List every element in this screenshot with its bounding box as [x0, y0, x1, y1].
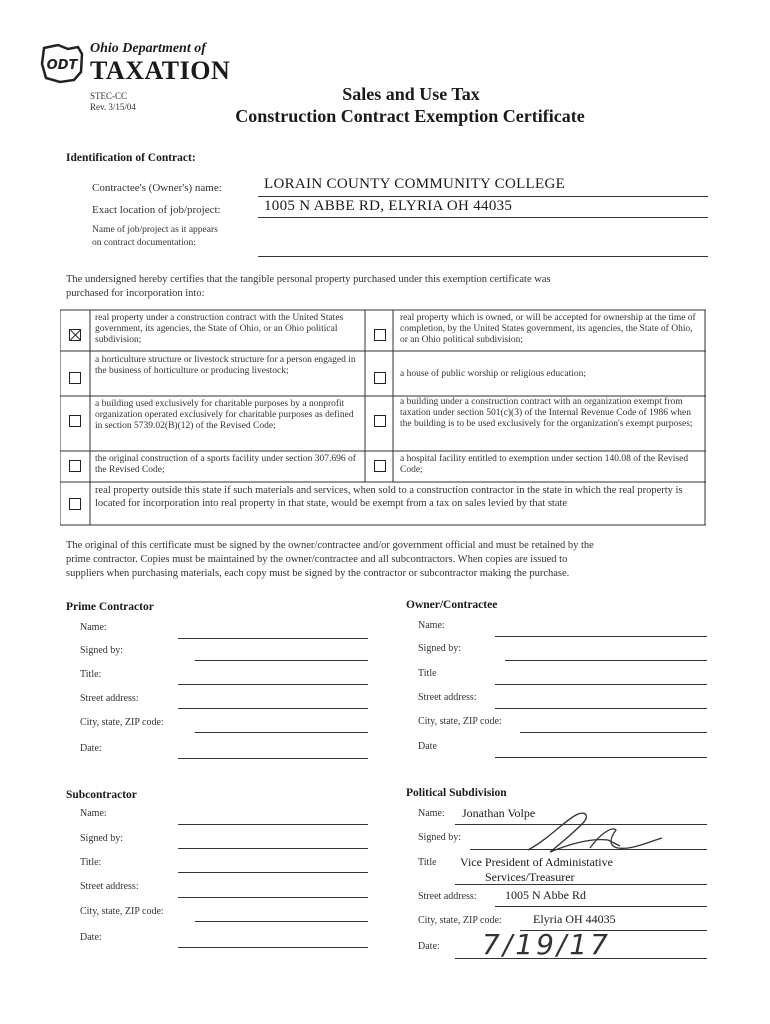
option-8-checkbox[interactable] — [374, 460, 386, 472]
sub-title-line[interactable] — [178, 872, 368, 873]
prime-signed-label: Signed by: — [80, 645, 124, 656]
option-7-text: the original construction of a sports facility under section 307.696 of the Revised Code; — [95, 454, 356, 475]
political-street-value[interactable]: 1005 N Abbe Rd — [505, 888, 586, 902]
political-title-value-2[interactable]: Services/Treasurer — [485, 870, 575, 884]
owner-title-label: Title — [418, 668, 437, 679]
owner-signed-line[interactable] — [505, 660, 707, 661]
sub-name-label: Name: — [80, 808, 107, 819]
option-8-text: a hospital facility entitled to exemption under section 140.08 of the Revised Code; — [400, 454, 689, 475]
agency-name: TAXATION — [90, 56, 231, 85]
option-9-checkbox[interactable] — [69, 498, 81, 510]
certify-text-2: purchased for incorporation into: — [66, 288, 205, 299]
prime-city-label: City, state, ZIP code: — [80, 717, 164, 728]
political-city-value[interactable]: Elyria OH 44035 — [533, 912, 616, 926]
owner-name-value[interactable]: LORAIN COUNTY COMMUNITY COLLEGE — [264, 176, 566, 192]
sub-street-line[interactable] — [178, 897, 368, 898]
prime-title-line[interactable] — [178, 684, 368, 685]
notice-line-3: suppliers when purchasing materials, each copy must be signed by the contractor or subcontractor making the purchase. — [66, 568, 570, 579]
political-title-label: Title — [418, 857, 437, 868]
prime-name-label: Name: — [80, 622, 107, 633]
owner-signed-label: Signed by: — [418, 643, 462, 654]
sub-title-label: Title: — [80, 857, 102, 868]
option-4-text: a house of public worship or religious education; — [400, 369, 587, 379]
certify-text-1: The undersigned hereby certifies that the tangible personal property purchased under this exemption certificate was — [66, 274, 551, 285]
sub-city-label: City, state, ZIP code: — [80, 906, 164, 917]
option-5-checkbox[interactable] — [69, 415, 81, 427]
political-subdivision-heading: Political Subdivision — [406, 787, 507, 799]
prime-contractor-heading: Prime Contractor — [66, 601, 154, 613]
identification-heading: Identification of Contract: — [66, 152, 196, 164]
sub-date-label: Date: — [80, 932, 102, 943]
political-date-label: Date: — [418, 941, 440, 952]
prime-name-line[interactable] — [178, 638, 368, 639]
owner-name-line — [258, 196, 708, 197]
owner-date-line[interactable] — [495, 757, 707, 758]
form-title-line1: Sales and Use Tax — [342, 84, 480, 104]
political-date-line — [455, 958, 707, 959]
prime-street-label: Street address: — [80, 693, 139, 704]
political-city-label: City, state, ZIP code: — [418, 915, 502, 926]
location-label: Exact location of job/project: — [92, 204, 221, 216]
political-signed-line — [470, 849, 707, 850]
prime-date-label: Date: — [80, 743, 102, 754]
political-title-line — [455, 884, 707, 885]
political-street-label: Street address: — [418, 891, 477, 902]
political-name-value[interactable]: Jonathan Volpe — [462, 806, 536, 820]
option-2-text: real property which is owned, or will be accepted for ownership at the time of completion, by the United States government, its agencies, the State of Ohio, or an Ohio political subdivision; — [400, 313, 696, 345]
form-revision: Rev. 3/15/04 — [90, 102, 136, 112]
political-street-line — [495, 906, 707, 907]
jobname-line — [258, 256, 708, 257]
notice-line-2: prime contractor. Copies must be maintained by the owner/contractee and all subcontractors. When copies are issued to — [66, 554, 568, 565]
ohio-logo-icon — [38, 44, 86, 84]
sub-date-line[interactable] — [178, 947, 368, 948]
owner-street-label: Street address: — [418, 692, 477, 703]
option-5-text: a building used exclusively for charitable purposes by a nonprofit organization operated exclusively for charitable purposes as defined in section 5739.02(B)(12) of the Revised Code; — [95, 399, 354, 431]
agency-line: Ohio Department of — [90, 41, 206, 56]
jobname-label-2: on contract documentation: — [92, 238, 196, 248]
signature-image — [520, 808, 670, 860]
option-3-checkbox[interactable] — [69, 372, 81, 384]
owner-date-label: Date — [418, 741, 437, 752]
owner-contractee-heading: Owner/Contractee — [406, 599, 498, 611]
sub-street-label: Street address: — [80, 881, 139, 892]
sub-signed-label: Signed by: — [80, 833, 124, 844]
prime-date-line[interactable] — [178, 758, 368, 759]
location-line — [258, 217, 708, 218]
owner-title-line[interactable] — [495, 684, 707, 685]
svg-text:ODT: ODT — [46, 58, 78, 73]
owner-name-field-line[interactable] — [495, 636, 707, 637]
option-6-checkbox[interactable] — [374, 415, 386, 427]
location-value[interactable]: 1005 N ABBE RD, ELYRIA OH 44035 — [264, 198, 513, 214]
form-id: STEC-CC — [90, 91, 128, 101]
owner-city-label: City, state, ZIP code: — [418, 716, 502, 727]
political-date-value[interactable]: 7/19/17 — [482, 928, 611, 961]
option-1-checkbox[interactable] — [69, 329, 81, 341]
option-1-text: real property under a construction contract with the United States government, its agencies, the State of Ohio, or an Ohio political subdivision; — [95, 313, 344, 345]
sub-name-line[interactable] — [178, 824, 368, 825]
option-3-text: a horticulture structure or livestock structure for a person engaged in the business of horticulture or producing livestock; — [95, 355, 356, 376]
subcontractor-heading: Subcontractor — [66, 789, 137, 801]
owner-street-line[interactable] — [495, 708, 707, 709]
political-signed-label: Signed by: — [418, 832, 462, 843]
sub-city-line[interactable] — [195, 921, 368, 922]
political-name-label: Name: — [418, 808, 445, 819]
option-6-text: a building under a construction contract with an organization exempt from taxation under section 501(c)(3) of the Internal Revenue Code of 1986 when the building is to be used exclusively for the organization's exempt purposes; — [400, 397, 693, 429]
prime-title-label: Title: — [80, 669, 102, 680]
option-7-checkbox[interactable] — [69, 460, 81, 472]
political-title-value-1[interactable]: Vice President of Administative — [460, 855, 613, 869]
owner-city-line[interactable] — [520, 732, 707, 733]
prime-city-line[interactable] — [195, 732, 368, 733]
owner-name-label: Contractee's (Owner's) name: — [92, 182, 222, 194]
jobname-label-1: Name of job/project as it appears — [92, 225, 218, 235]
notice-line-1: The original of this certificate must be signed by the owner/contractee and/or government official and must be retained by the — [66, 540, 594, 551]
prime-street-line[interactable] — [178, 708, 368, 709]
sub-signed-line[interactable] — [178, 848, 368, 849]
form-title-line2: Construction Contract Exemption Certificate — [235, 106, 585, 126]
option-4-checkbox[interactable] — [374, 372, 386, 384]
option-9-text: real property outside this state if such materials and services, when sold to a construction contractor in the state in which the real property is located for incorporation into real property in that state, would be exempt from a tax on sales levied by that state — [95, 485, 683, 509]
owner-name-field-label: Name: — [418, 620, 445, 631]
option-2-checkbox[interactable] — [374, 329, 386, 341]
prime-signed-line[interactable] — [195, 660, 368, 661]
